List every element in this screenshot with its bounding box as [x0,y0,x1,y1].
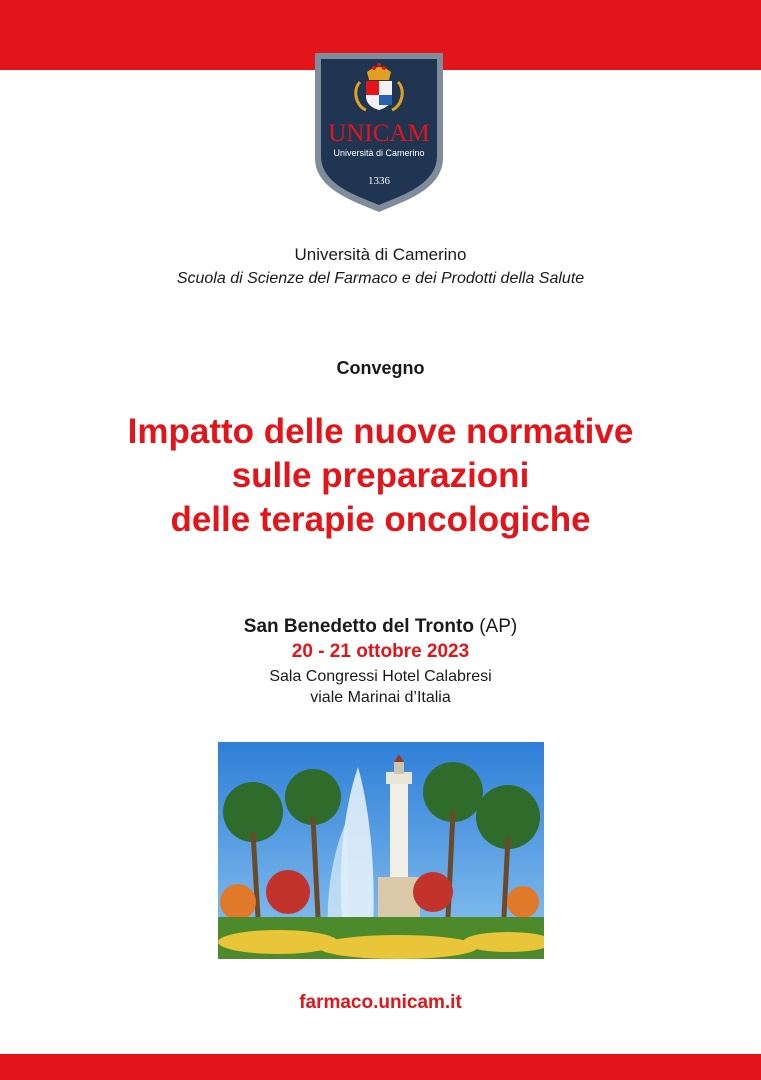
svg-text:Università di Camerino: Università di Camerino [333,148,425,158]
event-province: (AP) [479,616,518,637]
event-city: San Benedetto del Tronto [243,616,474,637]
svg-text:UNICAM: UNICAM [328,120,430,147]
school-name: Scuola di Scienze del Farmaco e dei Prodotti della Salute [176,270,585,287]
event-title-line: Impatto delle nuove normative [127,412,634,451]
university-name: Università di Camerino [294,245,467,264]
location-line [0,616,761,638]
svg-text:1336: 1336 [368,175,390,187]
website-link[interactable]: farmaco.unicam.it [299,992,462,1013]
event-dates: 20 - 21 ottobre 2023 [291,641,470,662]
event-venue: Sala Congressi Hotel Calabresi [269,668,492,685]
unicam-logo [312,50,446,215]
venue-photo [218,742,544,959]
event-title [0,410,761,542]
event-title-line: delle terapie oncologiche [170,500,591,539]
venue-block [0,666,761,708]
event-address: viale Marinai d’Italia [310,689,451,706]
bottom-red-band [0,1054,761,1080]
event-type: Convegno [336,358,425,378]
event-title-line: sulle preparazioni [231,456,530,495]
